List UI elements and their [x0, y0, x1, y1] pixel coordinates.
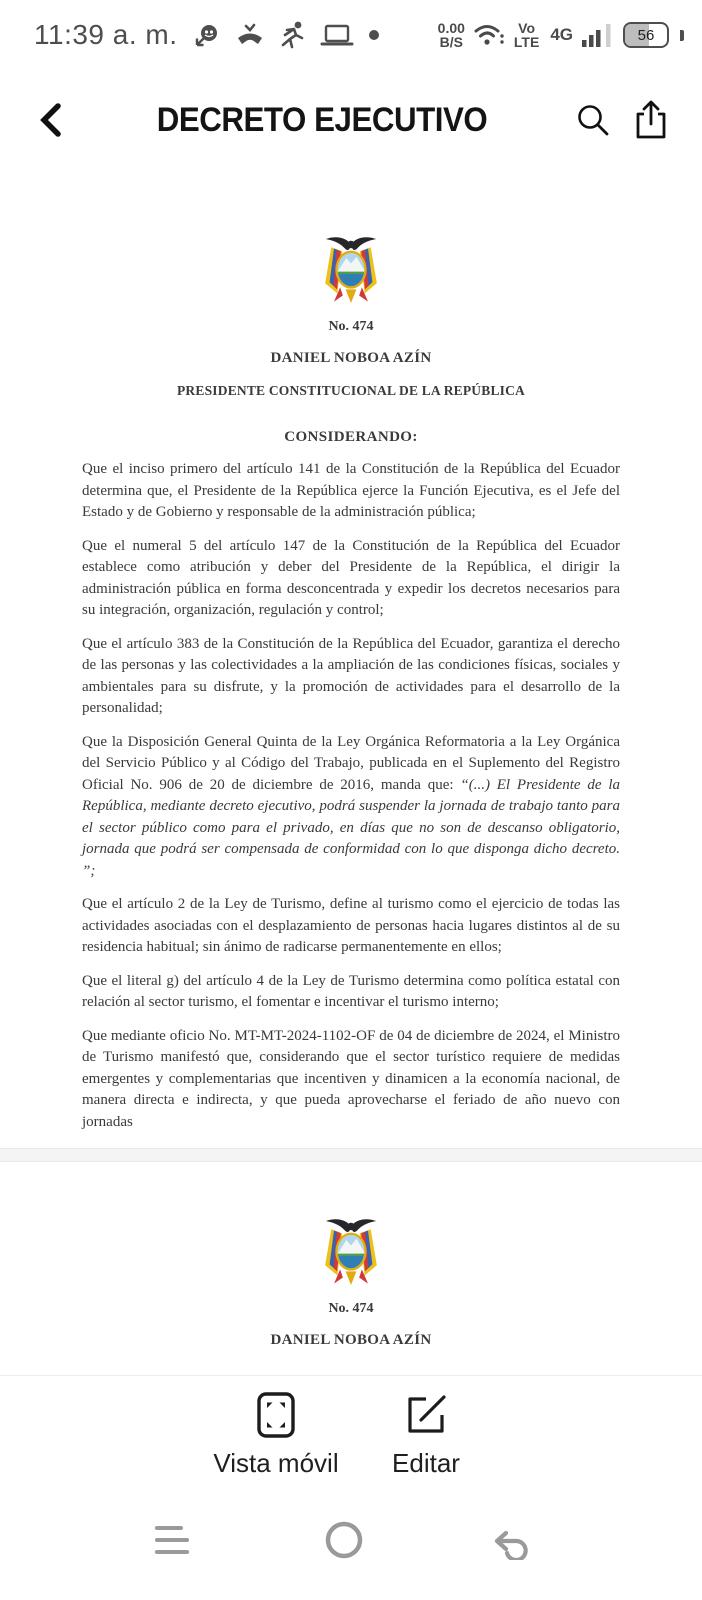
status-bar	[0, 0, 702, 70]
person-call-icon	[194, 22, 221, 49]
section-heading: CONSIDERANDO:	[284, 429, 418, 445]
mobile-view-label: Vista móvil	[213, 1448, 339, 1478]
ecuador-coat-of-arms	[317, 232, 385, 310]
status-indicators	[438, 21, 684, 49]
share-icon	[633, 99, 669, 141]
president-name: DANIEL NOBOA AZÍN	[270, 350, 432, 366]
mobile-view-button[interactable]	[205, 1390, 347, 1479]
recents-icon	[149, 1520, 195, 1560]
document-page-1	[0, 170, 702, 1148]
network-type: 4G	[550, 25, 573, 44]
notification-icons	[194, 21, 380, 50]
back-arrow-icon	[492, 1520, 536, 1560]
status-time: 11:39 a. m.	[34, 19, 178, 50]
bottom-toolbar	[0, 1375, 702, 1490]
document-paragraph: Que el literal g) del artículo 4 de la Ley de Turismo determina como política estatal con relación al sector turismo, el fomentar e incentivar el turismo interno;	[82, 972, 620, 1010]
nav-recents-button[interactable]	[140, 1508, 204, 1572]
laptop-icon	[320, 22, 354, 49]
chevron-left-icon	[36, 102, 66, 138]
android-nav-bar	[0, 1490, 702, 1600]
document-paragraph: Que el artículo 2 de la Ley de Turismo, define al turismo como el ejercicio de todas las actividades asociadas con el desplazamiento de personas hacia lugares distintos al de su residencia habitual; sin ánimo de radicarse permanentemente en ellos;	[82, 896, 620, 955]
missed-call-icon	[235, 22, 265, 49]
search-button[interactable]	[564, 91, 622, 149]
battery-nub	[680, 30, 684, 41]
document-body	[82, 459, 620, 1133]
nav-back-button[interactable]	[482, 1508, 546, 1572]
search-icon	[574, 101, 612, 139]
ecuador-coat-of-arms	[317, 1214, 385, 1292]
decree-number: No. 474	[328, 1301, 374, 1316]
page-title: DECRETO EJECUTIVO	[156, 100, 488, 139]
document-paragraph: Que la Disposición General Quinta de la Ley Orgánica Reformatoria a la Ley Orgánica del Servicio Público y al Código del Trabajo, publicada en el Suplemento del Registro Oficial No. 906 de 20 de diciembre de 2016, manda que: “(...) El Presidente de la República, mediante decreto ejecutivo, podrá suspender la jornada de trabajo tanto para el sector público como para el privado, en días que no son de descanso obligatorio, jornada que podrá ser compensada de conformidad con lo que disponga dicho decreto. ”;	[82, 733, 621, 879]
president-title: PRESIDENTE CONSTITUCIONAL DE LA REPÚBLICA	[176, 383, 526, 398]
battery-indicator: 56	[623, 22, 669, 48]
decree-number: No. 474	[328, 319, 374, 334]
edit-icon	[404, 1390, 448, 1440]
document-paragraph: Que el artículo 383 de la Constitución de la República del Ecuador, garantiza el derecho de las personas y las colectividades a la ampliación de las condiciones físicas, sociales y ambientales para su disfrute, y la promoción de actividades para el desarrollo de la personalidad;	[82, 635, 620, 716]
app-header	[0, 70, 702, 170]
wifi-icon	[474, 22, 505, 48]
edit-button[interactable]	[355, 1390, 497, 1479]
nav-home-button[interactable]	[312, 1508, 376, 1572]
edit-label: Editar	[392, 1448, 460, 1478]
document-paragraph: Que mediante oficio No. MT-MT-2024-1102-OF de 04 de diciembre de 2024, el Ministro de Turismo manifestó que, considerando que el sector turístico requiere de medidas emergentes y complementarias que incentiven y dinamicen a la economía nacional, de manera directa e indirecta, y que pueda aprovecharse el feriado de año nuevo con jornadas	[82, 1027, 620, 1130]
home-icon	[323, 1519, 365, 1561]
back-button[interactable]	[22, 91, 80, 149]
more-notifications-icon	[368, 29, 380, 41]
president-name: DANIEL NOBOA AZÍN	[270, 1332, 432, 1348]
data-rate: 0.00 B/S	[437, 20, 465, 50]
document-page-2	[0, 1162, 702, 1375]
page-divider	[0, 1148, 702, 1162]
signal-bars-icon	[582, 22, 614, 48]
document-paragraph: Que el numeral 5 del artículo 147 de la Constitución de la República del Ecuador establece como atribución y deber del Presidente de la República, el dirigir la administración pública en forma desconcentrada y expedir los decretos necesarios para su integración, organización, regulación y control;	[82, 537, 620, 618]
document-paragraph: Que el inciso primero del artículo 141 de la Constitución de la República del Ecuador determina que, el Presidente de la República ejerce la Función Ejecutiva, es el Jefe del Estado y de Gobierno y responsable de la administración pública;	[82, 461, 620, 520]
mobile-view-icon	[255, 1390, 297, 1440]
volte-indicator: Vo LTE	[513, 20, 540, 50]
document-viewer[interactable]	[0, 170, 702, 1375]
share-button[interactable]	[622, 91, 680, 149]
running-person-icon	[279, 21, 306, 50]
